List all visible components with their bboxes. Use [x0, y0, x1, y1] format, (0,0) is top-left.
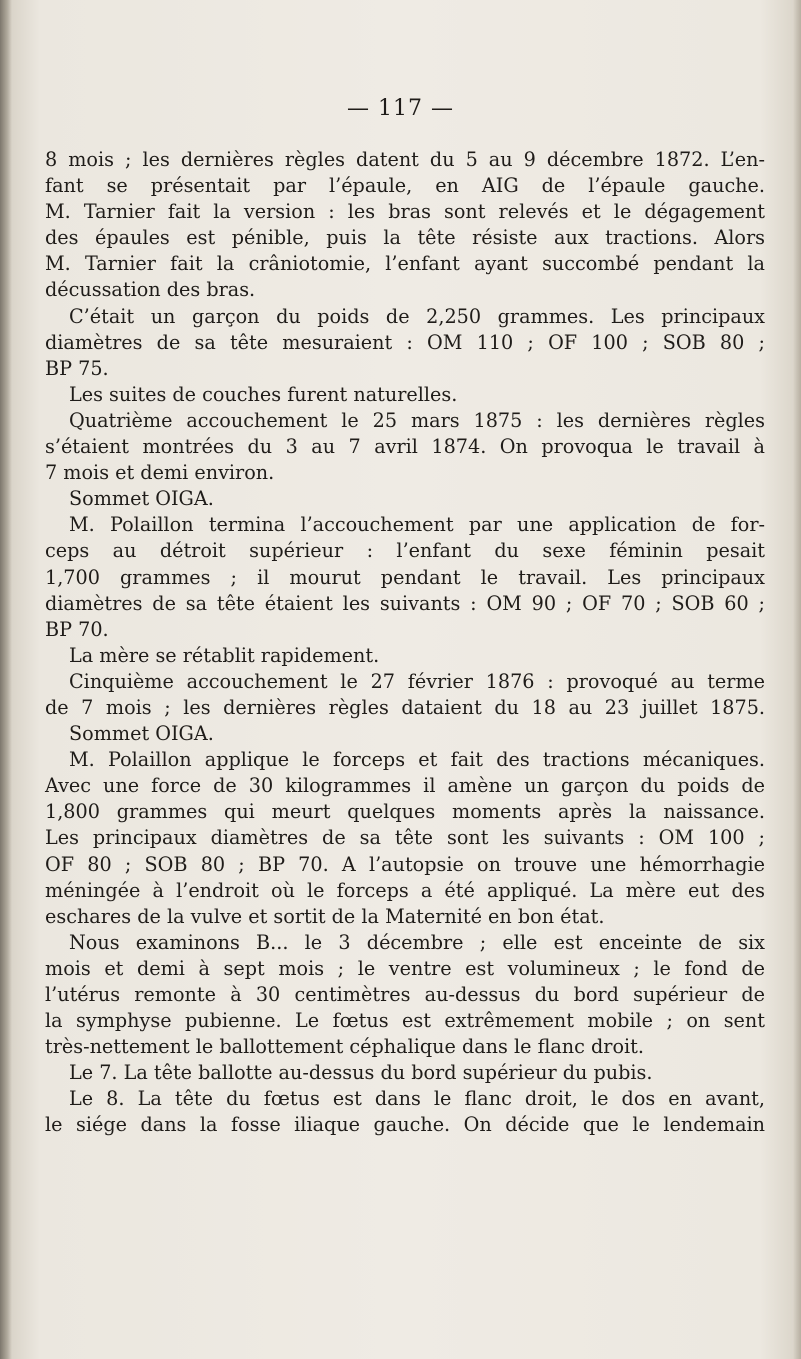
text-line: Cinquième accouchement le 27 février 1876 : provoqué au terme	[69, 669, 765, 693]
text-line: Le 8. La tête du fœtus est dans le flanc droit, le dos en avant,	[69, 1087, 765, 1111]
text-line: M. Polaillon termina l’accouchement par une application de for-	[69, 513, 765, 537]
text-line: de 7 mois ; les dernières règles dataient du 18 au 23 juillet 1875.	[45, 695, 765, 719]
text-line: La mère se rétablit rapidement.	[69, 643, 380, 667]
binding-gutter	[0, 0, 12, 1359]
text-line: 7 mois et demi environ.	[45, 461, 275, 485]
body-text	[45, 147, 765, 1139]
text-line: Les principaux diamètres de sa tête sont les suivants : OM 100 ;	[45, 826, 765, 850]
text-line: BP 70.	[45, 617, 109, 641]
text-line: ceps au détroit supérieur : l’enfant du sexe féminin pesait	[45, 539, 765, 563]
text-line: Quatrième accouchement le 25 mars 1875 : les dernières règles	[69, 408, 765, 432]
text-line: des épaules est pénible, puis la tête résiste aux tractions. Alors	[45, 226, 765, 250]
text-line: M. Tarnier fait la crâniotomie, l’enfant ayant succombé pendant la	[45, 252, 765, 276]
text-line: Avec une force de 30 kilogrammes il amène un garçon du poids de	[45, 774, 765, 798]
text-line: M. Tarnier fait la version : les bras sont relevés et le dégagement	[45, 200, 765, 224]
text-line: M. Polaillon applique le forceps et fait des tractions mécaniques.	[69, 748, 765, 772]
text-line: Le 7. La tête ballotte au-dessus du bord supérieur du pubis.	[69, 1061, 653, 1085]
text-line: C’était un garçon du poids de 2,250 grammes. Les principaux	[69, 304, 765, 328]
text-line: diamètres de sa tête mesuraient : OM 110 ; OF 100 ; SOB 80 ;	[45, 330, 765, 354]
text-line: Les suites de couches furent naturelles.	[69, 382, 458, 406]
page-edge	[793, 0, 801, 1359]
text-line: BP 75.	[45, 356, 109, 380]
text-line: décussation des bras.	[45, 278, 256, 302]
text-line: 8 mois ; les dernières règles datent du 5 au 9 décembre 1872. L’en-	[45, 148, 765, 171]
text-line: méningée à l’endroit où le forceps a été appliqué. La mère eut des	[45, 878, 765, 902]
text-line: OF 80 ; SOB 80 ; BP 70. A l’autopsie on trouve une hémorrhagie	[45, 852, 765, 876]
text-line: diamètres de sa tête étaient les suivants : OM 90 ; OF 70 ; SOB 60 ;	[45, 591, 765, 615]
text-line: fant se présentait par l’épaule, en AIG de l’épaule gauche.	[45, 174, 765, 198]
text-line: 1,800 grammes qui meurt quelques moments après la naissance.	[45, 800, 765, 824]
text-line: la symphyse pubienne. Le fœtus est extrêmement mobile ; on sent	[45, 1009, 765, 1033]
text-line: eschares de la vulve et sortit de la Maternité en bon état.	[45, 904, 605, 928]
text-line: 1,700 grammes ; il mourut pendant le travail. Les principaux	[45, 565, 765, 589]
page-number: — 117 —	[347, 96, 454, 121]
text-line: le siége dans la fosse iliaque gauche. On décide que le lendemain	[45, 1113, 765, 1137]
text-line: Sommet OIGA.	[69, 487, 214, 511]
text-line: très-nettement le ballottement céphalique dans le flanc droit.	[45, 1035, 644, 1059]
text-line: mois et demi à sept mois ; le ventre est volumineux ; le fond de	[45, 956, 765, 980]
text-line: s’étaient montrées du 3 au 7 avril 1874. On provoqua le travail à	[45, 435, 765, 459]
text-line: Nous examinons B... le 3 décembre ; elle est enceinte de six	[69, 930, 765, 954]
text-line: Sommet OIGA.	[69, 722, 214, 746]
text-line: l’utérus remonte à 30 centimètres au-dessus du bord supérieur de	[45, 983, 765, 1006]
